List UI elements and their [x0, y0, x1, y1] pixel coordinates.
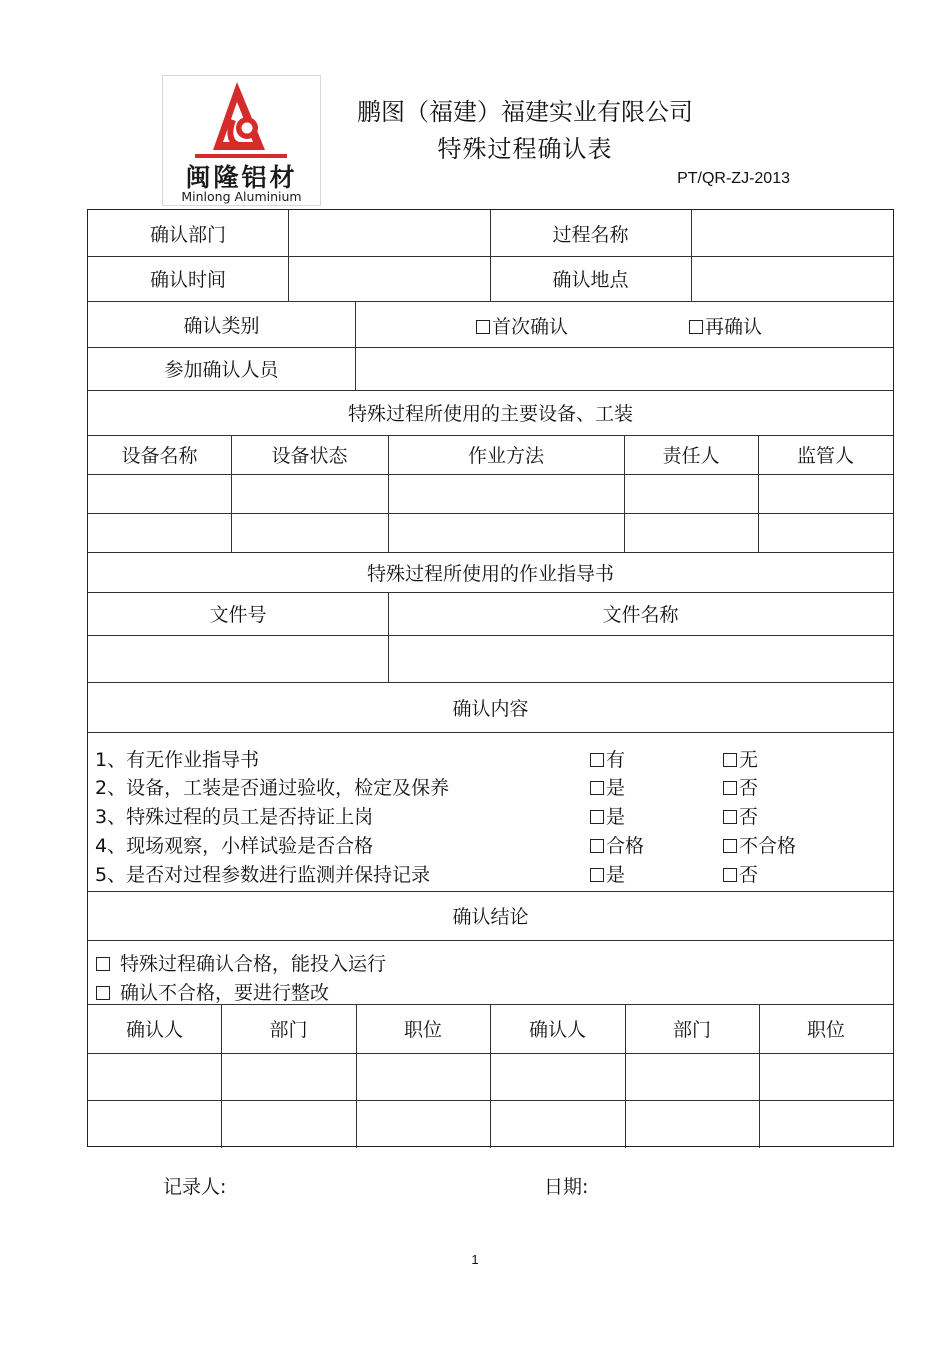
- equipment-col-method: 作业方法: [467, 445, 544, 467]
- checkbox-icon[interactable]: [96, 957, 110, 971]
- category-label: 确认类别: [183, 314, 260, 337]
- logo-mark-icon: [193, 80, 289, 160]
- reconfirm-label: 再确认: [705, 316, 763, 338]
- conclusion-option-fail[interactable]: [96, 978, 329, 1005]
- option-label: 不合格: [739, 835, 797, 857]
- option-label: 是: [606, 864, 626, 886]
- equipment-col-status: 设备状态: [271, 445, 348, 467]
- conclusion-fail-label: 确认不合格，要进行整改: [120, 982, 330, 1004]
- content-item-text: 1、有无作业指导书: [95, 749, 260, 771]
- checkbox-icon[interactable]: [590, 810, 604, 824]
- page-number: 1: [471, 1252, 479, 1267]
- signoff-col-position: 职位: [403, 1019, 442, 1041]
- confirmation-form: [87, 209, 894, 1147]
- conclusion-option-pass[interactable]: [96, 949, 386, 976]
- logo-chinese-text: 闽隆铝材: [185, 163, 298, 192]
- checkbox-icon[interactable]: [723, 868, 737, 882]
- instructions-col-file-name: 文件名称: [602, 604, 679, 626]
- signoff-col-confirmer: 确认人: [528, 1019, 586, 1041]
- checkbox-icon[interactable]: [590, 781, 604, 795]
- signoff-col-confirmer: 确认人: [125, 1019, 183, 1041]
- option-label: 否: [739, 806, 759, 828]
- option-label: 无: [739, 749, 759, 771]
- content-item-text: 4、现场观察，小样试验是否合格: [95, 835, 374, 857]
- content-item-text: 5、是否对过程参数进行监测并保持记录: [95, 864, 431, 886]
- content-heading: 确认内容: [452, 697, 529, 720]
- document-code: PT/QR-ZJ-2013: [677, 170, 790, 187]
- signoff-col-department: 部门: [672, 1019, 711, 1041]
- conclusion-heading: 确认结论: [452, 906, 529, 928]
- content-option-a[interactable]: [590, 860, 625, 887]
- equipment-col-name: 设备名称: [121, 445, 198, 467]
- checkbox-icon[interactable]: [590, 753, 604, 767]
- checkbox-icon[interactable]: [476, 320, 490, 334]
- content-option-b[interactable]: [723, 773, 758, 800]
- time-label: 确认时间: [149, 269, 226, 291]
- date-label: 日期:: [544, 1176, 589, 1198]
- checkbox-icon[interactable]: [590, 839, 604, 853]
- content-option-a[interactable]: [590, 802, 625, 829]
- signoff-col-position: 职位: [806, 1019, 845, 1041]
- checkbox-icon[interactable]: [689, 320, 703, 334]
- option-label: 否: [739, 777, 759, 799]
- form-title: 特殊过程确认表: [437, 135, 613, 163]
- content-option-b[interactable]: [723, 745, 758, 772]
- content-item-text: 3、特殊过程的员工是否持证上岗: [95, 806, 374, 828]
- checkbox-icon[interactable]: [723, 753, 737, 767]
- option-label: 有: [606, 749, 626, 771]
- equipment-heading: 特殊过程所使用的主要设备、工装: [347, 403, 633, 425]
- checkbox-icon[interactable]: [723, 839, 737, 853]
- company-logo: [162, 75, 321, 206]
- conclusion-pass-label: 特殊过程确认合格，能投入运行: [120, 953, 387, 975]
- content-option-a[interactable]: [590, 773, 625, 800]
- instructions-heading: 特殊过程所使用的作业指导书: [366, 562, 614, 585]
- participants-field[interactable]: [355, 347, 893, 390]
- recorder-label: 记录人:: [163, 1176, 227, 1198]
- process-name-label: 过程名称: [552, 223, 629, 246]
- option-label: 否: [739, 864, 759, 886]
- content-option-a[interactable]: [590, 745, 625, 772]
- time-field[interactable]: [288, 256, 490, 301]
- dept-field[interactable]: [288, 210, 490, 256]
- content-option-b[interactable]: [723, 802, 758, 829]
- content-option-b[interactable]: [723, 860, 758, 887]
- location-label: 确认地点: [552, 269, 629, 291]
- option-label: 合格: [606, 835, 645, 857]
- signoff-col-department: 部门: [269, 1019, 308, 1041]
- instructions-col-file-no: 文件号: [209, 604, 267, 626]
- participants-label: 参加确认人员: [164, 359, 279, 381]
- checkbox-icon[interactable]: [723, 810, 737, 824]
- reconfirm-option[interactable]: [689, 312, 762, 339]
- logo-english-text: Minlong Aluminium: [181, 189, 302, 204]
- option-label: 是: [606, 806, 626, 828]
- location-field[interactable]: [691, 256, 893, 301]
- checkbox-icon[interactable]: [590, 868, 604, 882]
- content-option-a[interactable]: [590, 831, 644, 858]
- checkbox-icon[interactable]: [96, 986, 110, 1000]
- first-confirm-option[interactable]: [476, 312, 568, 339]
- company-name: 鹏图（福建）福建实业有限公司: [357, 98, 693, 126]
- content-item-text: 2、设备，工装是否通过验收，检定及保养: [95, 777, 450, 799]
- option-label: 是: [606, 777, 626, 799]
- checkbox-icon[interactable]: [723, 781, 737, 795]
- equipment-col-supervisor: 监管人: [796, 445, 854, 467]
- first-confirm-label: 首次确认: [492, 316, 569, 338]
- content-option-b[interactable]: [723, 831, 796, 858]
- dept-label: 确认部门: [149, 223, 226, 246]
- process-name-field[interactable]: [691, 210, 893, 256]
- equipment-col-responsible: 责任人: [662, 445, 720, 467]
